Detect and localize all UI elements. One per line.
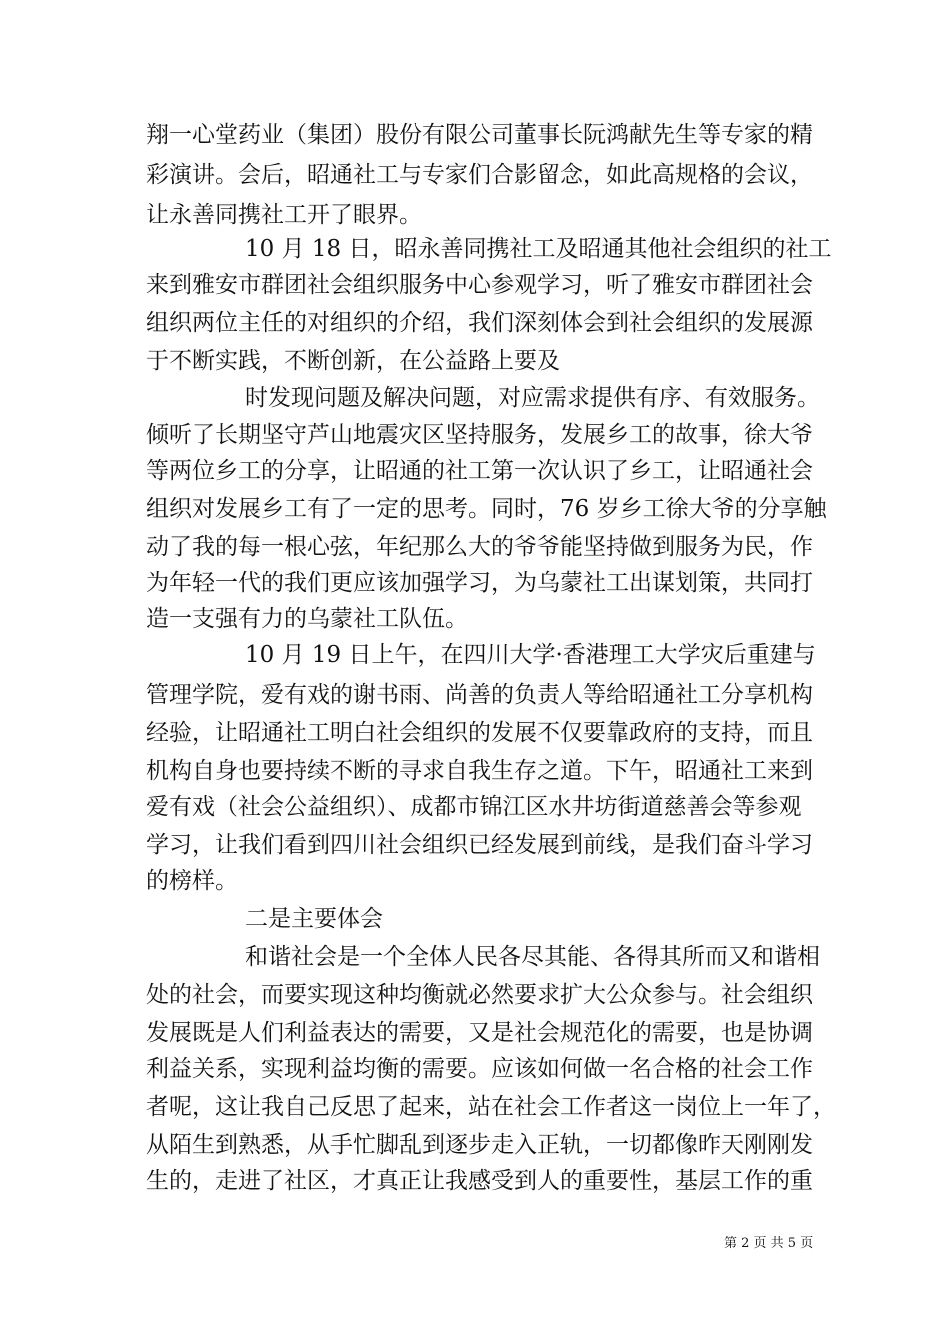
- body-text-line: 于不断实践，不断创新，在公益路上要及: [146, 348, 560, 374]
- body-text-line: 组织对发展乡工有了一定的思考。同时，76 岁乡工徐大爷的分享触: [146, 496, 827, 522]
- body-text-line: 动了我的每一根心弦，年纪那么大的爷爷能坚持做到服务为民，作: [146, 534, 813, 560]
- body-text-line: 机构自身也要持续不断的寻求自我生存之道。下午，昭通社工来到: [146, 758, 813, 784]
- paragraph-first-line: 时发现问题及解决问题，对应需求提供有序、有效服务。: [245, 385, 820, 411]
- body-text-line: 经验，让昭通社工明白社会组织的发展不仅要靠政府的支持，而且: [146, 720, 813, 746]
- body-text-line: 者呢，这让我自己反思了起来，站在社会工作者这一岗位上一年了，: [146, 1094, 836, 1120]
- page-number-footer: 第 2 页 共 5 页: [724, 1236, 814, 1251]
- body-text-line: 学习，让我们看到四川社会组织已经发展到前线，是我们奋斗学习: [146, 832, 813, 858]
- body-text-line: 翔一心堂药业（集团）股份有限公司董事长阮鸿献先生等专家的精: [146, 122, 813, 148]
- body-text-line: 造一支强有力的乌蒙社工队伍。: [146, 606, 468, 632]
- body-text-line: 发展既是人们利益表达的需要，又是社会规范化的需要，也是协调: [146, 1020, 813, 1046]
- body-text-line: 生的，走进了社区，才真正让我感受到人的重要性，基层工作的重: [146, 1168, 813, 1194]
- body-text-line: 爱有戏（社会公益组织）、成都市锦江区水井坊街道慈善会等参观: [146, 794, 802, 820]
- body-text-line: 等两位乡工的分享，让昭通的社工第一次认识了乡工，让昭通社会: [146, 458, 813, 484]
- body-text-line: 来到雅安市群团社会组织服务中心参观学习，听了雅安市群团社会: [146, 272, 813, 298]
- body-text-line: 的榜样。: [146, 868, 238, 894]
- body-text-line: 利益关系，实现利益均衡的需要。应该如何做一名合格的社会工作: [146, 1056, 813, 1082]
- body-text-line: 倾听了长期坚守芦山地震灾区坚持服务，发展乡工的故事，徐大爷: [146, 422, 813, 448]
- paragraph-first-line: 和谐社会是一个全体人民各尽其能、各得其所而又和谐相: [245, 944, 820, 970]
- body-text-line: 彩演讲。会后，昭通社工与专家们合影留念，如此高规格的会议，: [146, 162, 813, 188]
- body-text-line: 从陌生到熟悉，从手忙脚乱到逐步走入正轨，一切都像昨天刚刚发: [146, 1132, 813, 1158]
- body-text-line: 让永善同携社工开了眼界。: [146, 202, 422, 228]
- body-text-line: 为年轻一代的我们更应该加强学习，为乌蒙社工出谋划策，共同打: [146, 570, 813, 596]
- body-text-line: 组织两位主任的对组织的介绍，我们深刻体会到社会组织的发展源: [146, 310, 813, 336]
- paragraph-first-line: 10 月 18 日，昭永善同携社工及昭通其他社会组织的社工: [245, 236, 832, 262]
- paragraph-first-line: 10 月 19 日上午，在四川大学·香港理工大学灾后重建与: [245, 642, 816, 668]
- body-text-line: 处的社会，而要实现这种均衡就必然要求扩大公众参与。社会组织: [146, 982, 813, 1008]
- section-heading: 二是主要体会: [245, 906, 383, 932]
- body-text-line: 管理学院，爱有戏的谢书雨、尚善的负责人等给昭通社工分享机构: [146, 682, 813, 708]
